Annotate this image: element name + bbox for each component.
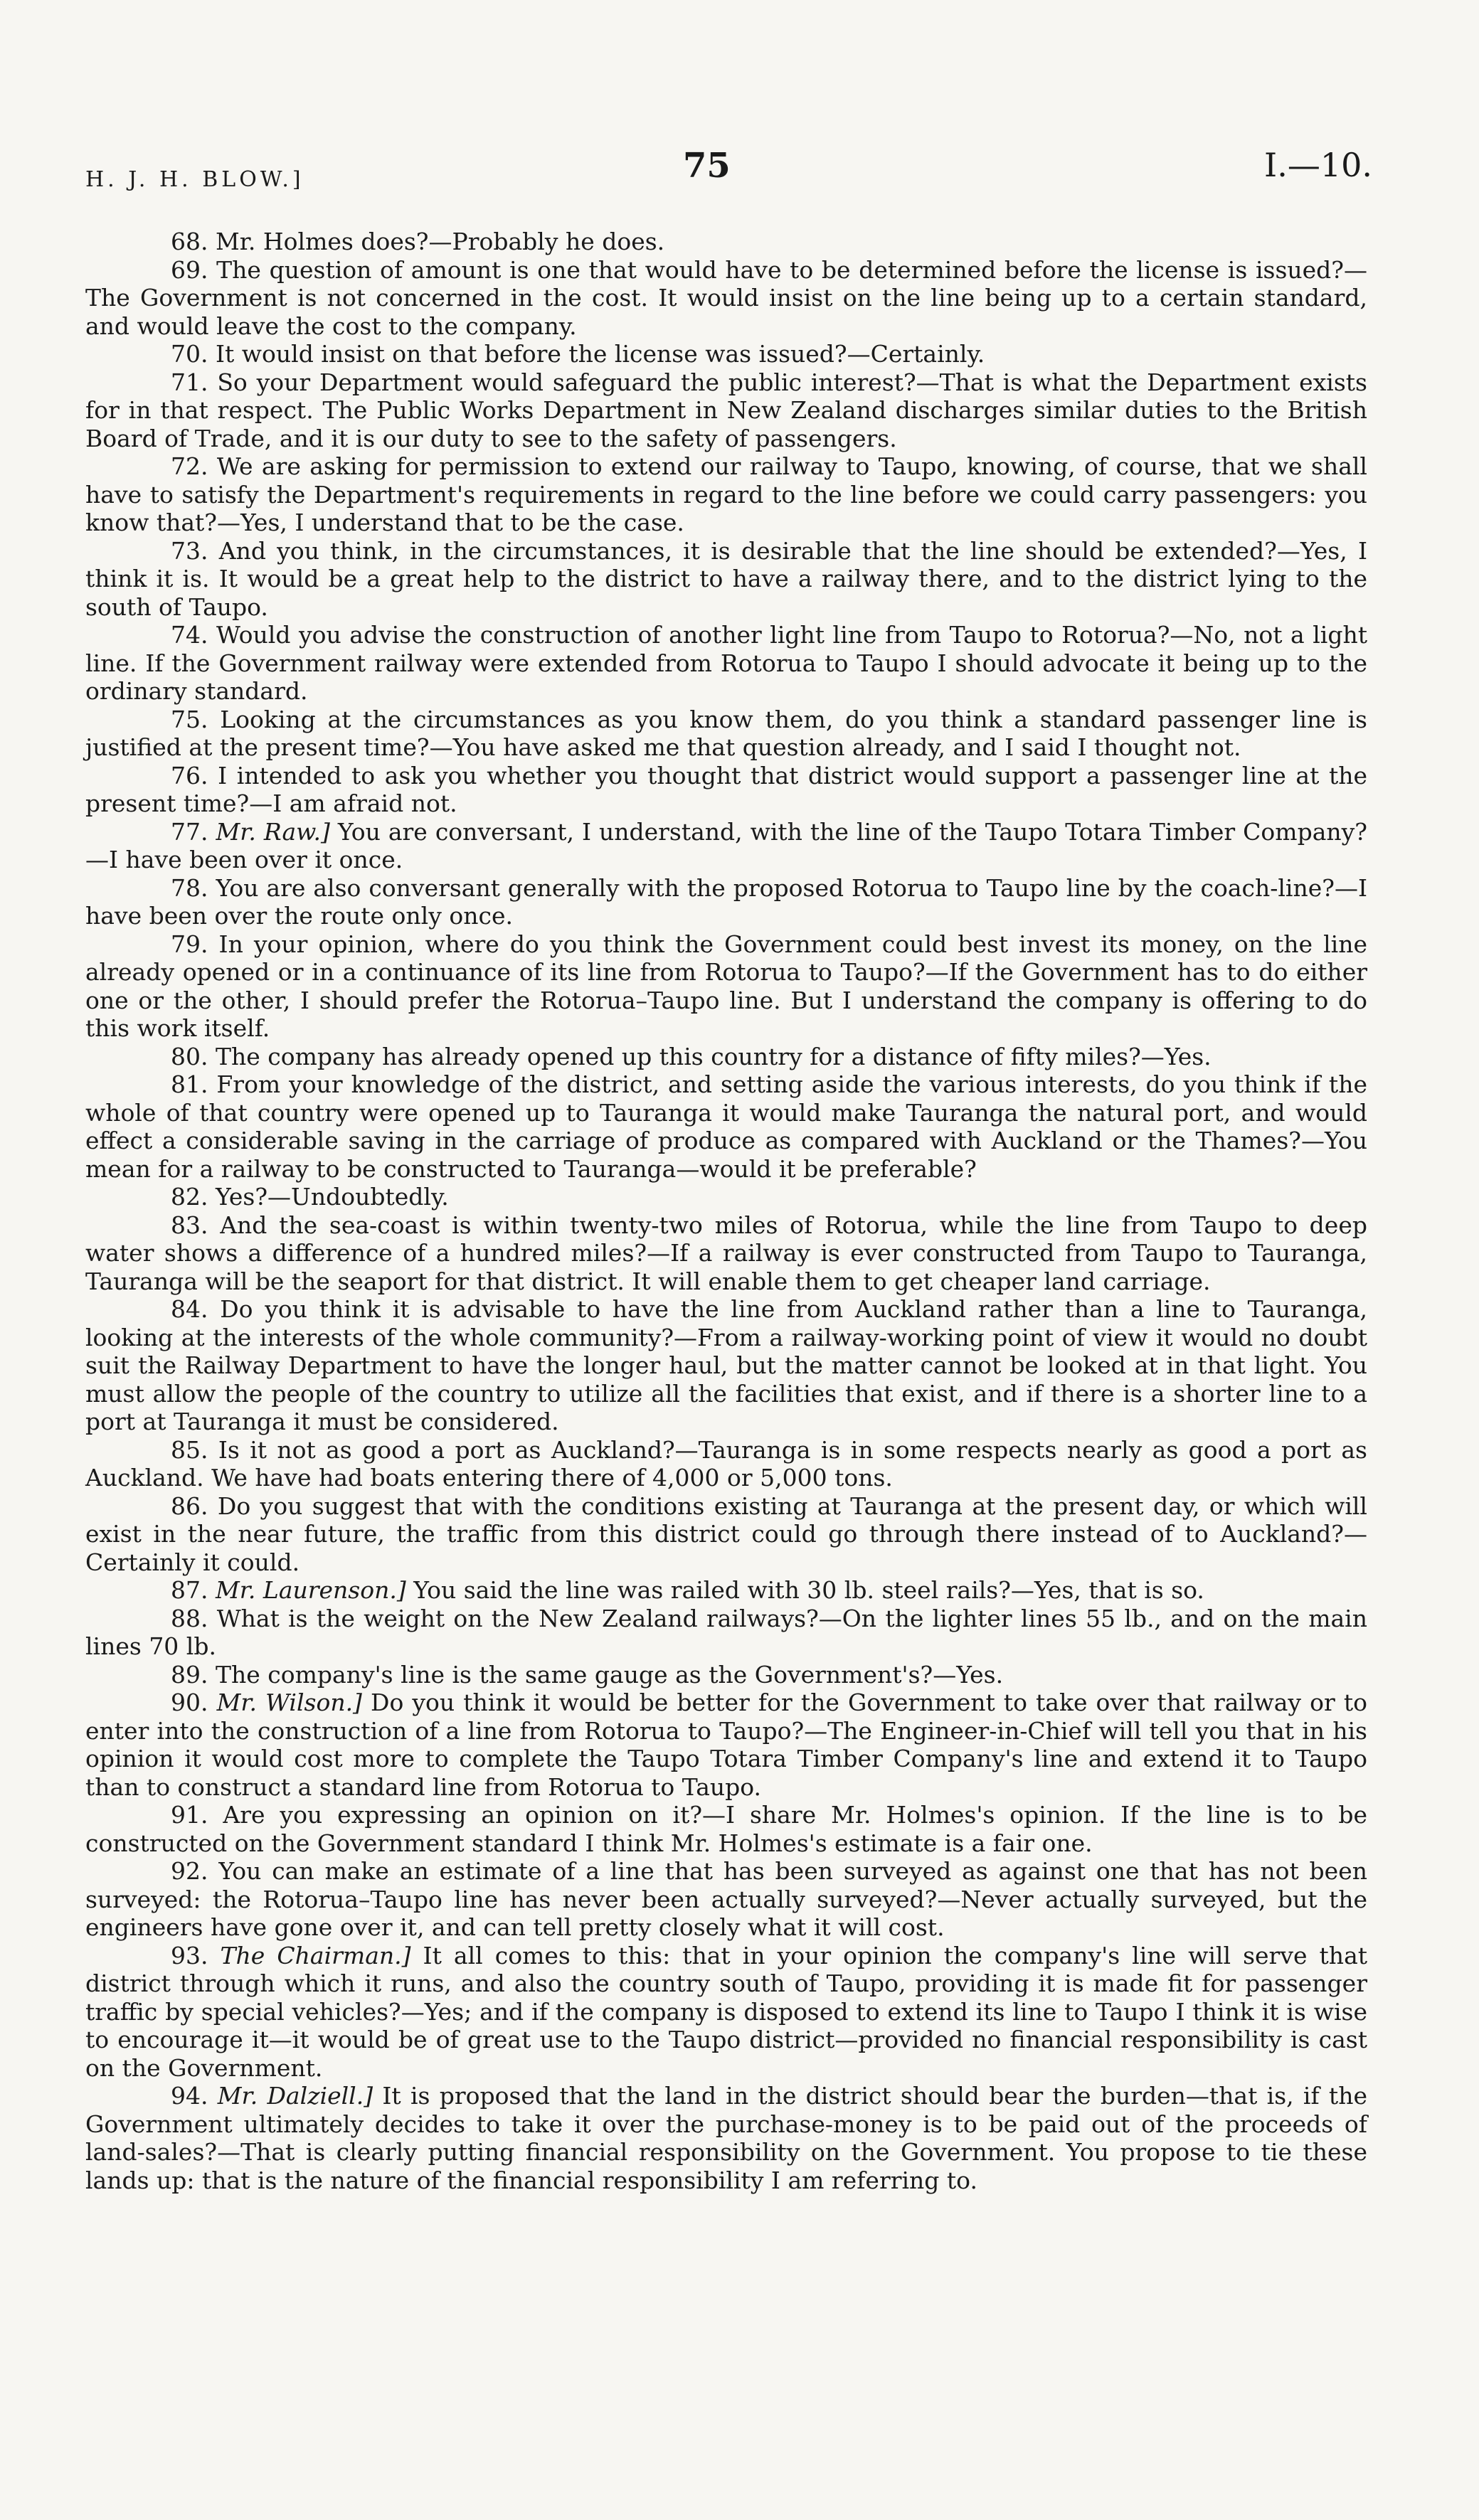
evidence-text <box>85 228 1367 2194</box>
question-number: 74. <box>171 621 208 649</box>
question-paragraph <box>85 1295 1367 1436</box>
question-text: Do you think it would be better for the Government to take over that railway or to enter into the construction of a line from Rotorua to Taupo?—The Engineer-in-Chief will tell you that in his opinion it would cost more to complete the Taupo Totara Timber Company's line and extend it to Taupo than to construct a standard line from Rotorua to Taupo. <box>85 1689 1367 1801</box>
question-text: In your opinion, where do you think the Government could best invest its money, on the line already opened or in a continuance of its line from Rotorua to Taupo?—If the Government has to do either one or the other, I should prefer the Rotorua–Taupo line. But I understand the company is offering to do this work itself. <box>85 930 1367 1042</box>
question-number: 92. <box>171 1857 208 1885</box>
question-text: It is proposed that the land in the district should bear the burden—that is, if the Government ultimately decides to take it over the purchase-money is to be paid out of the proceeds of land-sales?—That is clearly putting financial responsibility on the Government. You propose to tie these lands up: that is the nature of the financial responsibility I am referring to. <box>85 2082 1367 2194</box>
question-text: We are asking for permission to extend our railway to Taupo, knowing, of course, that we shall have to satisfy the Department's requirements in regard to the line before we could carry passengers: you know that?—Yes, I understand that to be the case. <box>85 452 1367 536</box>
question-text: Looking at the circumstances as you know them, do you think a standard passenger line is justified at the present time?—You have asked me that question already, and I said I thought not. <box>85 705 1367 761</box>
question-number: 85. <box>171 1435 208 1464</box>
witness-name: H. J. H. BLOW.] <box>85 167 304 192</box>
question-text: It would insist on that before the license was issued?—Certainly. <box>215 340 985 368</box>
question-number: 91. <box>171 1801 208 1829</box>
question-text: And you think, in the circumstances, it is desirable that the line should be extended?—Yes, I think it is. It would be a great help to the district to have a railway there, and to the district lying to the south of Taupo. <box>85 536 1367 621</box>
speaker-name: Mr. Laurenson.] <box>215 1576 406 1604</box>
question-paragraph <box>85 1211 1367 1296</box>
question-number: 72. <box>171 452 208 480</box>
question-text: Are you expressing an opinion on it?—I share Mr. Holmes's opinion. If the line is to be constructed on the Government standard I think Mr. Holmes's estimate is a fair one. <box>85 1801 1368 1857</box>
question-text: Would you advise the construction of another light line from Taupo to Rotorua?—No, not a light line. If the Government railway were extended from Rotorua to Taupo I should advocate it being up to the ordinary standard. <box>85 621 1367 705</box>
question-paragraph <box>85 340 1367 368</box>
question-paragraph <box>85 1070 1367 1183</box>
question-number: 78. <box>171 873 208 902</box>
question-paragraph <box>85 1183 1367 1211</box>
question-paragraph <box>85 2082 1367 2194</box>
question-number: 87. <box>171 1576 208 1604</box>
question-number: 69. <box>171 255 208 284</box>
question-paragraph <box>85 1436 1367 1492</box>
question-number: 76. <box>171 761 208 790</box>
question-number: 94. <box>171 2082 208 2110</box>
question-paragraph <box>85 452 1367 537</box>
question-text: And the sea-coast is within twenty-two miles of Rotorua, while the line from Taupo to deep water shows a difference of a hundred miles?—If a railway is ever constructed from Taupo to Tauranga, Tauranga will be the seaport for that district. It will enable them to get cheaper land carriage. <box>85 1211 1367 1295</box>
running-header <box>0 146 1479 203</box>
question-number: 86. <box>171 1492 208 1520</box>
question-text: From your knowledge of the district, and setting aside the various interests, do you think if the whole of that country were opened up to Tauranga it would make Tauranga the natural port, and would effect a considerable saving in the carriage of produce as compared with Auckland or the Thames?—You mean for a railway to be constructed to Tauranga—would it be preferable? <box>85 1070 1367 1183</box>
question-paragraph <box>85 537 1367 622</box>
question-text: Mr. Holmes does?—Probably he does. <box>215 228 665 255</box>
question-paragraph <box>85 228 1367 256</box>
question-text: The question of amount is one that would have to be determined before the license is issued?—The Government is not concerned in the cost. It would insist on the line being up to a certain standard, and would leave the cost to the company. <box>85 255 1367 340</box>
question-number: 83. <box>171 1211 208 1239</box>
question-text: The company has already opened up this country for a distance of fifty miles?—Yes. <box>215 1042 1212 1070</box>
question-number: 68. <box>171 228 208 255</box>
question-text: So your Department would safeguard the public interest?—That is what the Department exists for in that respect. The Public Works Department in New Zealand discharges similar duties to the British Board of Trade, and it is our duty to see to the safety of passengers. <box>85 368 1367 452</box>
page-number: 75 <box>683 146 731 186</box>
question-number: 70. <box>171 340 208 368</box>
question-text: Do you think it is advisable to have the line from Auckland rather than a line to Tauranga, looking at the interests of the whole community?—From a railway-working point of view it would no doubt suit the Railway Department to have the longer haul, but the matter cannot be looked at in that light. You must allow the people of the country to utilize all the facilities that exist, and if there is a shorter line to a port at Tauranga it must be considered. <box>85 1295 1367 1435</box>
question-number: 89. <box>171 1660 208 1689</box>
question-number: 93. <box>171 1941 208 1969</box>
question-text: It all comes to this: that in your opinion the company's line will serve that district through which it runs, and also the country south of Taupo, providing it is made fit for passenger traffic by special vehicles?—Yes; and if the company is disposed to extend its line to Taupo I think it is wise to encourage it—it would be of great use to the Taupo district—provided no financial responsibility is cast on the Government. <box>85 1941 1367 2082</box>
question-number: 77. <box>171 817 208 846</box>
question-number: 90. <box>171 1689 208 1716</box>
question-text: Is it not as good a port as Auckland?—Tauranga is in some respects nearly as good a port as Auckland. We have had boats entering there of 4,000 or 5,000 tons. <box>85 1435 1367 1492</box>
question-number: 79. <box>171 930 208 958</box>
question-text: You are conversant, I understand, with the line of the Taupo Totara Timber Company?—I have been over it once. <box>85 817 1367 873</box>
question-number: 73. <box>171 536 208 565</box>
question-paragraph <box>85 1043 1367 1071</box>
question-number: 75. <box>171 705 208 733</box>
question-paragraph <box>85 256 1367 341</box>
speaker-name: Mr. Dalziell.] <box>217 2082 373 2110</box>
question-text: Do you suggest that with the conditions existing at Tauranga at the present day, or which will exist in the near future, the traffic from this district could go through there instead of to Auckland?—Certainly it could. <box>85 1492 1367 1576</box>
question-number: 80. <box>171 1042 208 1070</box>
question-number: 71. <box>171 368 208 396</box>
question-paragraph <box>85 368 1367 453</box>
question-text: I intended to ask you whether you thought that district would support a passenger line at the present time?—I am afraid not. <box>85 761 1367 817</box>
question-paragraph <box>85 1801 1367 1857</box>
question-text: The company's line is the same gauge as the Government's?—Yes. <box>215 1660 1004 1689</box>
question-paragraph <box>85 706 1367 762</box>
question-paragraph <box>85 621 1367 706</box>
question-paragraph <box>85 1942 1367 2083</box>
question-paragraph <box>85 874 1367 930</box>
question-text: Yes?—Undoubtedly. <box>215 1183 449 1211</box>
question-paragraph <box>85 1492 1367 1577</box>
question-paragraph <box>85 930 1367 1043</box>
paper-reference: I.—10. <box>1264 146 1372 184</box>
question-paragraph <box>85 1605 1367 1661</box>
question-paragraph <box>85 818 1367 874</box>
question-text: You can make an estimate of a line that has been surveyed as against one that has not been surveyed: the Rotorua–Taupo line has never been actually surveyed?—Never actually surveyed, but the engineers have gone over it, and can tell pretty closely what it will cost. <box>85 1857 1367 1941</box>
speaker-name: Mr. Wilson.] <box>216 1689 362 1716</box>
speaker-name: Mr. Raw.] <box>216 817 330 846</box>
question-paragraph <box>85 1661 1367 1689</box>
question-paragraph <box>85 1857 1367 1942</box>
question-text: You are also conversant generally with the proposed Rotorua to Taupo line by the coach-line?—I have been over the route only once. <box>85 873 1367 930</box>
question-number: 84. <box>171 1295 208 1323</box>
question-number: 81. <box>171 1070 208 1098</box>
question-number: 82. <box>171 1183 208 1211</box>
speaker-name: The Chairman.] <box>220 1941 411 1969</box>
question-paragraph <box>85 1576 1367 1605</box>
question-paragraph <box>85 1689 1367 1801</box>
question-text: What is the weight on the New Zealand railways?—On the lighter lines 55 lb., and on the main lines 70 lb. <box>85 1604 1367 1660</box>
question-text: You said the line was railed with 30 lb. steel rails?—Yes, that is so. <box>413 1576 1204 1604</box>
question-number: 88. <box>171 1604 208 1632</box>
question-paragraph <box>85 762 1367 818</box>
